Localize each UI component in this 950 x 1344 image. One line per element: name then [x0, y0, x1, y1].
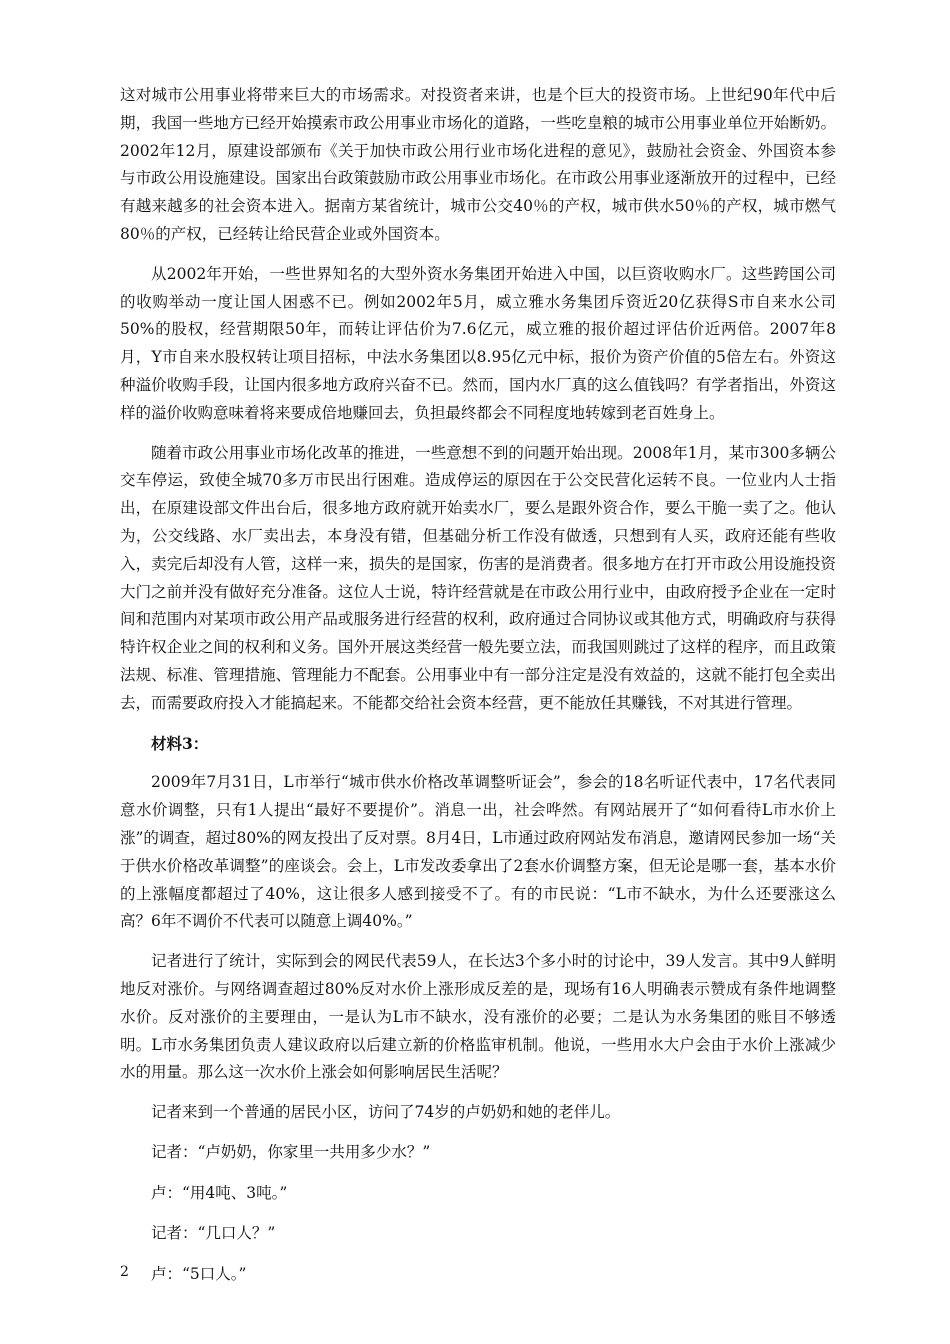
dialogue-reporter-question-people: 记者：“几口人？”: [151, 1224, 276, 1243]
dialogue-lu-answer-water: 卢：“用4吨、3吨。”: [151, 1183, 288, 1202]
dialogue-lu-answer-people: 卢：“5口人。”: [151, 1265, 247, 1284]
paragraph-residential-visit: 记者来到一个普通的居民小区，访问了74岁的卢奶奶和她的老伴儿。: [151, 1103, 621, 1122]
paragraph-market-reform-problems: 随着市政公用事业市场化改革的推进，一些意想不到的问题开始出现。2008年1月，某市300多辆公交车停运，致使全城70多万市民出行困难。造成停运的原因在于公交民营化运转不良。一位业内人士指出，在原建设部文件出台后，很多地方政府就开始卖水厂，要么是跟外资合作，要么干脆一卖了之。他认为，公交线路、水厂卖出去，本身没有错，但基础分析工作没有做透，只想到有人买，政府还能有些收入，卖完后却没有人管，这样一来，损失的是国家，伤害的是消费者。很多地方在打开市政公用设施投资大门之前并没有做好充分准备。这位人士说，特许经营就是在市政公用行业中，由政府授予企业在一定时间和范围内对某项市政公用产品或服务进行经营的权利，政府通过合同协议或其他方式，明确政府与获得特许权企业之间的权利和义务。国外开展这类经营一般先要立法，而我国则跳过了这样的程序，而且政策法规、标准、管理措施、管理能力不配套。公用事业中有一部分注定是没有效益的，这就不能打包全卖出去，而需要政府投入才能搞起来。不能都交给社会资本经营，更不能放任其赚钱，不对其进行管理。: [120, 443, 836, 712]
material-3-heading: 材料3：: [151, 733, 209, 753]
dialogue-reporter-question-water: 记者：“卢奶奶，你家里一共用多少水？”: [151, 1142, 431, 1161]
paragraph-public-utilities-market: 这对城市公用事业将带来巨大的市场需求。对投资者来讲，也是个巨大的投资市场。上世纪90年代中后期，我国一些地方已经开始摸索市政公用事业市场化的道路，一些吃皇粮的城市公用事业单位开始断奶。2002年12月，原建设部颁布《关于加快市政公用行业市场化进程的意见》，鼓励社会资金、外国资本参与市政公用设施建设。国家出台政策鼓励市政公用事业市场化。在市政公用事业逐渐放开的过程中，已经有越来越多的社会资本进入。据南方某省统计，城市公交40％的产权，城市供水50％的产权，城市燃气80％的产权，已经转让给民营企业或外国资本。: [120, 86, 836, 243]
document-page: [120, 82, 836, 1302]
paragraph-water-price-hearing: 2009年7月31日，L市举行“城市供水价格改革调整听证会”，参会的18名听证代表中，17名代表同意水价调整，只有1人提出“最好不要提价”。消息一出，社会哗然。有网站展开了“如何看待L市水价上涨”的调查，超过80%的网友投出了反对票。8月4日，L市通过政府网站发布消息，邀请网民参加一场“关于供水价格改革调整”的座谈会。会上，L市发改委拿出了2套水价调整方案，但无论是哪一套，基本水价的上涨幅度都超过了40%，这让很多人感到接受不了。有的市民说：“L市不缺水，为什么还要涨这么高？6年不调价不代表可以随意上调40%。”: [120, 773, 836, 931]
page-number: 2: [120, 1264, 129, 1280]
paragraph-reporter-statistics: 记者进行了统计，实际到会的网民代表59人，在长达3个多小时的讨论中，39人发言。其中9人鲜明地反对涨价。与网络调查超过80%反对水价上涨形成反差的是，现场有16人明确表示赞成有条件地调整水价。反对涨价的主要理由，一是认为L市不缺水，没有涨价的必要；二是认为水务集团的账目不够透明。L市水务集团负责人建议政府以后建立新的价格监审机制。他说，一些用水大户会由于水价上涨减少水的用量。那么这一次水价上涨会如何影响居民生活呢？: [120, 952, 836, 1082]
paragraph-foreign-water-groups: 从2002年开始，一些世界知名的大型外资水务集团开始进入中国，以巨资收购水厂。这些跨国公司的收购举动一度让国人困惑不已。例如2002年5月，威立雅水务集团斥资近20亿获得S市自来水公司50%的股权，经营期限50年，而转让评估价为7.6亿元，威立雅的报价超过评估价近两倍。2007年8月，Y市自来水股权转让项目招标，中法水务集团以8.95亿元中标，报价为资产价值的5倍左右。外资这种溢价收购手段，让国内很多地方政府兴奋不已。然而，国内水厂真的这么值钱吗？有学者指出，外资这样的溢价收购意味着将来要成倍地赚回去，负担最终都会不同程度地转嫁到老百姓身上。: [120, 264, 836, 422]
